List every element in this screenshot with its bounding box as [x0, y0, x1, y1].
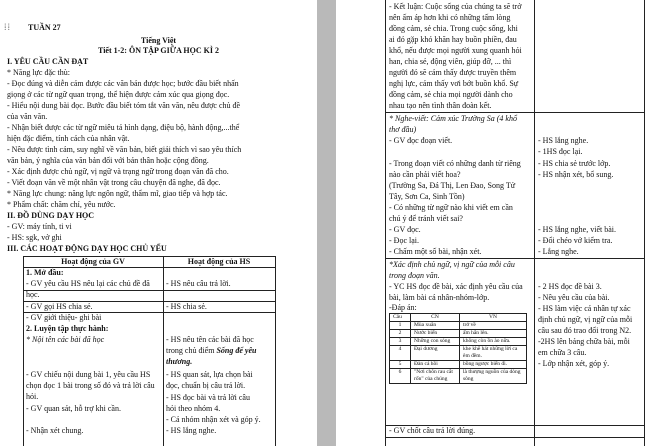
text-line: - Chấm một số bài, nhận xét.: [389, 247, 482, 256]
section-3-heading: III. CÁC HOẠT ĐỘNG DẠY HỌC CHỦ YẾU: [7, 244, 167, 253]
text-line: Tây, Sơn Ca, Sinh Tồn): [389, 192, 465, 201]
answer-table-header: VN: [460, 314, 527, 322]
week-title: TUẦN 27: [28, 23, 61, 32]
answer-table-cell: 3: [390, 338, 411, 346]
answer-table-cell: "Nơi chôn rau cắt rốn" của chúng: [411, 369, 460, 384]
text-line: * Năng lực đặc thù:: [7, 68, 70, 77]
text-line: hiện đặc điểm, tính cách của nhân vật.: [7, 134, 130, 143]
text-line: - YC HS đọc đề bài, xác định yêu cầu của: [389, 282, 523, 291]
table-cell: - HS nêu câu trả lời.: [166, 279, 231, 288]
text-line: đồng cảm, sẻ chia mọi người dành cho: [389, 90, 513, 99]
answer-table-header: Câu: [390, 314, 411, 322]
text-line: nên ấm áp hơn khi có những tấm lòng: [389, 13, 511, 22]
table-header-gv: Hoạt động của GV: [61, 257, 125, 266]
table-cell: - GV chiếu nội dung bài 1, yêu cầu HS: [26, 370, 151, 379]
text-line: khổ, nếu được mọi người xung quanh hỏi: [389, 46, 522, 55]
text-line: định chủ ngữ, vị ngữ của mỗi: [538, 315, 633, 324]
text-line: em chữa 3 câu.: [538, 348, 587, 357]
table-cell: - HS quan sát, lựa chọn bài: [166, 370, 253, 379]
section-2-heading: II. ĐỒ DÙNG DẠY HỌC: [7, 211, 95, 220]
answer-table-cell: khe khẽ hát những lời ca êm đềm.: [460, 346, 527, 361]
answer-table-cell: ấm hẳn lên.: [460, 330, 527, 338]
lesson-title: Tiết 1-2: ÔN TẬP GIỮA HỌC KÌ 2: [98, 46, 219, 55]
text-line: han, chia sẻ, động viên, giúp đỡ, ... thì: [389, 57, 512, 66]
text-line: - Đọc đúng và diễn cảm được các văn bản được học; bước đầu biết nhấn: [7, 79, 239, 88]
text-line: * Năng lực chung: năng lực ngôn ngữ, thẩm mĩ, giao tiếp và hợp tác.: [7, 189, 228, 198]
text-line: * Phẩm chất: chăm chỉ, yêu nước.: [7, 200, 116, 209]
text-line: giọng ở các từ ngữ quan trọng, thể hiện được cảm xúc qua giọng đọc.: [7, 90, 230, 99]
text-line: chú ý để tránh viết sai?: [389, 214, 463, 223]
text-line: - Lớp nhận xét, góp ý.: [538, 359, 610, 368]
text-line: - Viết đoạn văn về một nhân vật trong câu chuyện đã nghe, đã đọc.: [7, 178, 221, 187]
left-page: [0, 0, 317, 446]
text-line: - Hiểu nội dung bài đọc. Bước đầu biết tóm tắt văn văn, nêu được chủ đề: [7, 101, 241, 110]
text-line: (Trường Sa, Đá Thị, Len Đao, Song Tử: [389, 181, 516, 190]
answer-table-cell: 5: [390, 361, 411, 369]
text-line: - 1HS đọc lại.: [538, 147, 583, 156]
text-line: - Nhận biết được các từ ngữ miêu tả hình dạng, điệu bộ, hành động,...thể: [7, 123, 240, 132]
table-cell: - HS chia sẻ.: [166, 302, 207, 311]
table-cell: - HS đọc bài và trả lời câu: [166, 393, 250, 402]
table-cell: - HS lắng nghe.: [166, 426, 217, 435]
text-line: thơ đầu): [389, 125, 417, 134]
text-line: * Nghe-viết: Cảm xúc Trường Sa (4 khổ: [389, 114, 517, 123]
text-line: - Nêu yêu cầu của bài.: [538, 293, 610, 302]
text-line: người đó sẽ cảm thấy được truyền thêm: [389, 68, 517, 77]
text-line: văn bản, ý nghĩa của văn bản đối với bản thân hoặc cộng đồng.: [7, 156, 209, 165]
answer-table-cell: bồng ngược biển đi.: [460, 361, 527, 369]
table-cell: - GV quan sát, hỗ trợ khi cần.: [26, 404, 121, 413]
table-cell: đọc, chuẩn bị câu trả lời.: [166, 381, 246, 390]
text-line: - Lắng nghe.: [538, 247, 579, 256]
drag-handle-icon[interactable]: ⁞⁞: [4, 22, 12, 32]
text-line: - Kết luận: Cuộc sống của chúng ta sẽ trở: [389, 2, 522, 11]
answer-table-header: CN: [411, 314, 460, 322]
table-cell: - GV gọi HS chia sẻ.: [26, 302, 93, 311]
answer-table-cell: 4: [390, 346, 411, 361]
answer-table-cell: Mùa xuân: [411, 322, 460, 330]
answer-table-cell: trở về: [460, 322, 527, 330]
text-line: - GV chốt câu trả lời đúng.: [389, 426, 476, 435]
answer-table-cell: 6: [390, 369, 411, 384]
table-cell: 2. Luyện tập thực hành:: [26, 324, 109, 333]
answer-table-cell: Đàn cá hồi: [411, 361, 460, 369]
text-line: nào cần phải viết hoa?: [389, 170, 461, 179]
text-line: - 2 HS đọc đề bài 3.: [538, 282, 602, 291]
text-line: ai đó gặp khó khăn hay buồn phiền, đau: [389, 35, 517, 44]
answer-table-cell: không còn ồn ào nữa.: [460, 338, 527, 346]
text-line: *Xác định chủ ngữ, vị ngữ của mỗi câu: [389, 260, 515, 269]
text-line: - Đổi chéo vở kiểm tra.: [538, 236, 613, 245]
text-line: của văn văn.: [7, 112, 48, 121]
right-page: [336, 0, 650, 446]
text-line: - GV: máy tính, ti vi: [7, 222, 72, 231]
table-cell: học.: [26, 290, 40, 299]
table-cell: - HS nêu tên các bài đã học: [166, 335, 254, 344]
text-line: - GV đọc đoạn viết.: [389, 136, 453, 145]
table-cell: - GV giới thiệu- ghi bài: [26, 313, 102, 322]
answer-table-cell: Những con sóng: [411, 338, 460, 346]
text-line: nhau tạo nên tình thân đoàn kết.: [389, 101, 492, 110]
table-cell: * Nội tên các bài đã học: [26, 335, 105, 344]
answer-table: [389, 313, 527, 384]
text-line: - GV đọc.: [389, 225, 421, 234]
text-line: - Trong đoạn viết có những danh từ riêng: [389, 159, 521, 168]
text-line: trong đoạn văn.: [389, 271, 440, 280]
text-line: -Đáp án:: [389, 303, 417, 312]
section-1-heading: I. YÊU CẦU CẦN ĐẠT: [7, 57, 89, 66]
subject: Tiếng Việt: [140, 36, 177, 45]
text-line: bài, làm bài cá nhân-nhóm-lớp.: [389, 293, 490, 302]
text-line: - Đọc lại.: [389, 236, 419, 245]
table-cell: thương.: [166, 357, 193, 366]
table-cell: trong chủ điểm Sống để yêu: [166, 346, 257, 355]
text-line: - HS: sgk, vở ghi: [7, 233, 62, 242]
text-line: - Xác định được chủ ngữ, vị ngữ và trạng ngữ trong đoạn văn đã cho.: [7, 167, 229, 176]
answer-table-cell: là thượng nguồn của dòng sông: [460, 369, 527, 384]
table-cell: - Nhận xét chung.: [26, 426, 84, 435]
text-line: - HS làm việc cá nhân tự xác: [538, 304, 631, 313]
text-line: - Có những từ ngữ nào khi viết em cần: [389, 203, 513, 212]
answer-table-cell: Nước biển: [411, 330, 460, 338]
answer-table-cell: 1: [390, 322, 411, 330]
text-line: - HS lắng nghe.: [538, 136, 589, 145]
text-line: - HS chia sẻ trước lớp.: [538, 159, 611, 168]
text-line: - Nêu được tình cảm, suy nghĩ về văn bản, biết giải thích vì sao yêu thích: [7, 145, 242, 154]
table-cell: - GV yêu cầu HS nêu lại các chủ đề đã: [26, 279, 150, 288]
answer-table-cell: 2: [390, 330, 411, 338]
text-line: nghị lực, cảm thấy vơi bớt buồn khổ. Sự: [389, 79, 519, 88]
table-header-hs: Hoạt động của HS: [187, 257, 251, 266]
answer-table-cell: Đại dương: [411, 346, 460, 361]
text-line: - HS lắng nghe, viết bài.: [538, 225, 616, 234]
text-line: - HS nhận xét, bổ sung.: [538, 170, 614, 179]
table-cell: 1. Mở đầu:: [26, 268, 64, 277]
table-cell: hỏi theo nhóm 4.: [166, 404, 221, 413]
text-line: -2HS lên bảng chữa bài, mỗi: [538, 337, 630, 346]
text-line: đồng cảm, sẻ chia. Trong cuộc sống, khi: [389, 24, 518, 33]
table-cell: chọn đọc 1 bài trong số đó và trả lời câu: [26, 381, 155, 390]
table-cell: hỏi.: [26, 392, 39, 401]
text-line: câu sau đó trao đổi trong N2.: [538, 326, 632, 335]
table-cell: - Cả nhóm nhận xét và góp ý.: [166, 415, 261, 424]
